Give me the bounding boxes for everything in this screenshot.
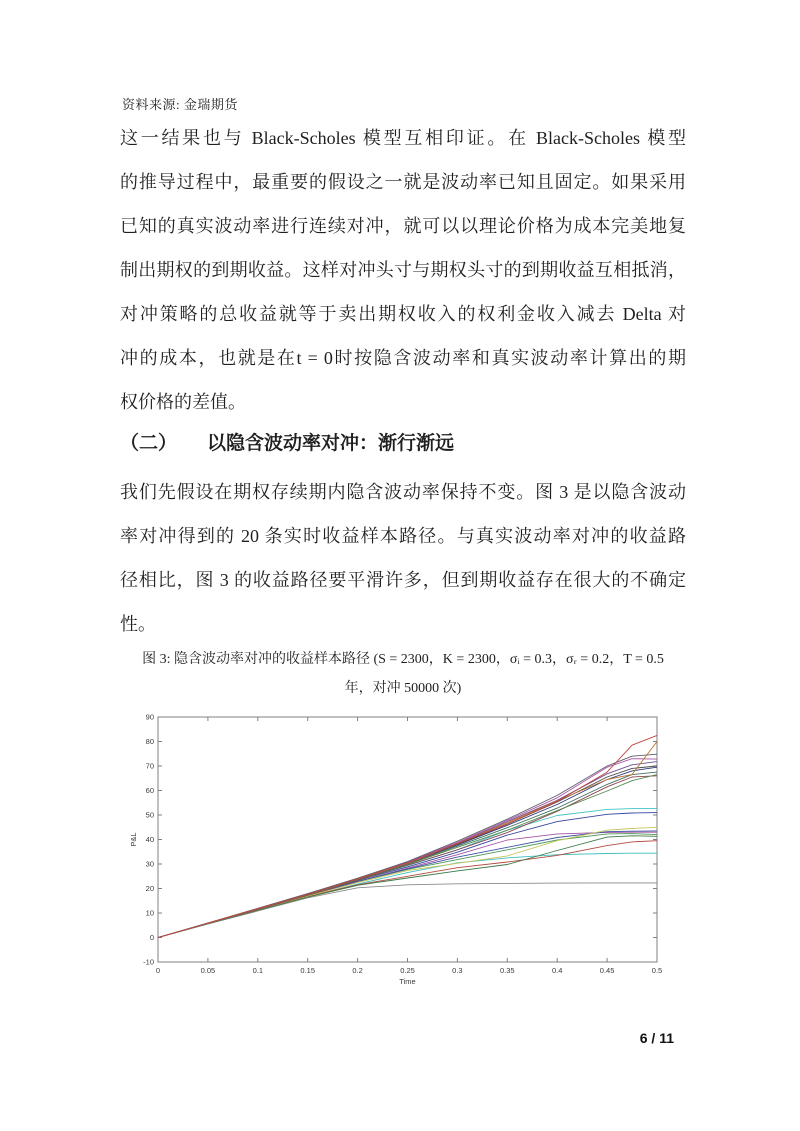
svg-text:90: 90 [145, 712, 154, 722]
figure3-pnl-chart [128, 706, 700, 998]
body-line: 我们先假设在期权存续期内隐含波动率保持不变。图 3 是以隐含波动 [120, 482, 686, 502]
body-line: 冲的成本，也就是在t = 0时按隐含波动率和真实波动率计算出的期 [120, 348, 686, 368]
svg-text:80: 80 [145, 737, 154, 746]
section-number: （二） [120, 433, 178, 454]
svg-text:0.25: 0.25 [400, 966, 415, 975]
svg-text:P&L: P&L [129, 832, 138, 847]
figure-caption [120, 645, 686, 703]
section-heading [120, 428, 454, 455]
svg-text:0.15: 0.15 [300, 966, 316, 975]
svg-text:0: 0 [149, 933, 154, 942]
paragraph-2 [120, 470, 686, 646]
svg-text:0: 0 [155, 966, 161, 975]
svg-text:Time: Time [399, 977, 416, 986]
svg-text:0.4: 0.4 [551, 966, 563, 975]
body-line: 权价格的差值。 [120, 392, 246, 412]
svg-text:10: 10 [145, 908, 154, 918]
svg-text:30: 30 [145, 859, 154, 869]
svg-text:0.1: 0.1 [252, 966, 264, 975]
page-number: 6 / 11 [639, 1030, 674, 1046]
svg-text:-10: -10 [143, 957, 154, 967]
section-title: 以隐含波动率对冲：渐行渐远 [207, 433, 455, 454]
body-line: 已知的真实波动率进行连续对冲，就可以以理论价格为成本完美地复 [120, 216, 686, 236]
svg-text:0.45: 0.45 [599, 966, 615, 975]
body-line: 这一结果也与 Black-Scholes 模型互相印证。在 Black-Scholes 模型 [120, 128, 686, 148]
svg-text:70: 70 [145, 761, 154, 771]
svg-text:0.3: 0.3 [452, 966, 463, 975]
body-line: 对冲策略的总收益就等于卖出期权收入的权利金收入减去 Delta 对 [120, 304, 686, 324]
svg-text:0.05: 0.05 [200, 966, 216, 975]
paragraph-1 [120, 116, 686, 424]
figure-caption-line1: 图 3: 隐含波动率对冲的收益样本路径 (S = 2300，K = 2300，σᵢ = 0.3，σᵣ = 0.2，T = 0.5 [142, 652, 664, 667]
source-note: 资料来源: 金瑞期货 [122, 97, 238, 112]
body-line: 的推导过程中，最重要的假设之一就是波动率已知且固定。如果采用 [120, 172, 686, 192]
svg-text:0.2: 0.2 [352, 966, 363, 975]
svg-text:50: 50 [145, 810, 154, 820]
svg-text:20: 20 [145, 884, 154, 893]
svg-text:0.35: 0.35 [499, 966, 515, 975]
svg-text:60: 60 [145, 786, 154, 795]
body-line: 径相比，图 3 的收益路径要平滑许多，但到期收益存在很大的不确定 [120, 570, 686, 590]
figure-caption-line2: 年，对冲 50000 次) [344, 681, 462, 696]
svg-text:0.5: 0.5 [651, 966, 663, 975]
body-line: 率对冲得到的 20 条实时收益样本路径。与真实波动率对冲的收益路 [120, 526, 686, 546]
body-line: 性。 [120, 614, 156, 634]
svg-text:40: 40 [145, 835, 154, 844]
body-line: 制出期权的到期收益。这样对冲头寸与期权头寸的到期收益互相抵消， [120, 260, 686, 280]
